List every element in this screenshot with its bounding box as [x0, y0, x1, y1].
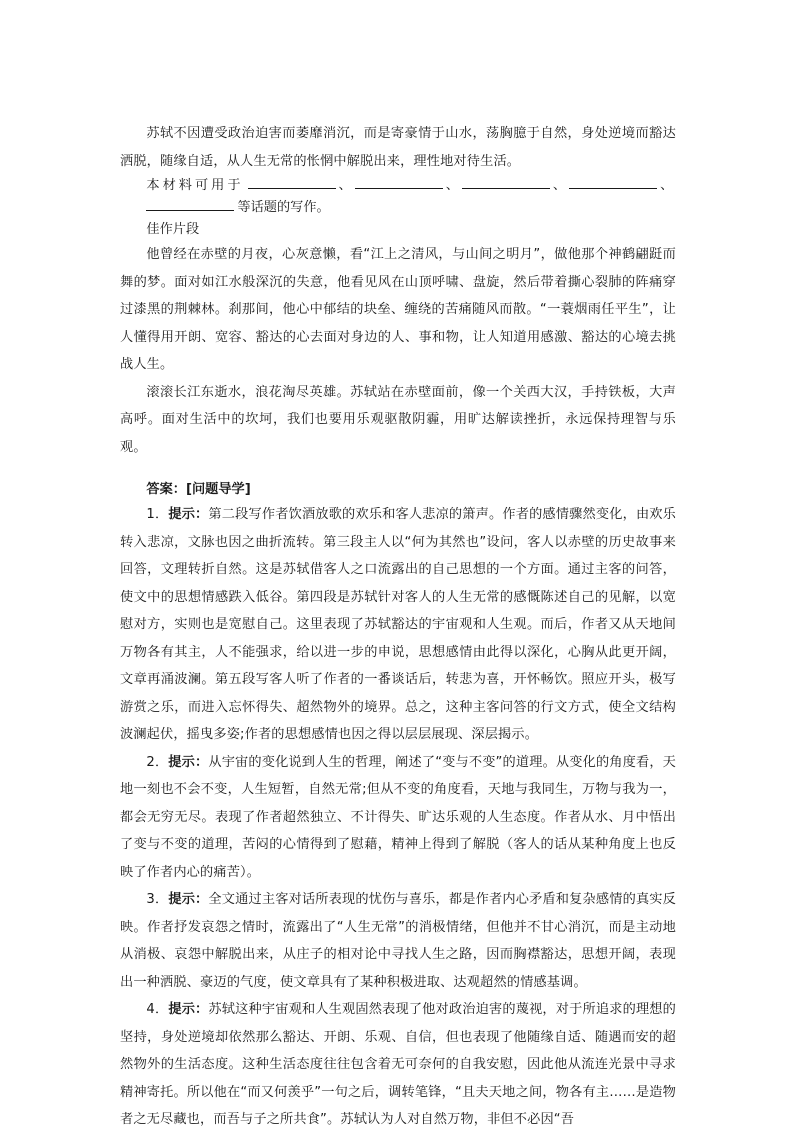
usage-line — [120, 175, 676, 197]
answer-item — [120, 501, 676, 749]
answer-label: 提示： — [168, 507, 209, 522]
answer-blank[interactable] — [248, 176, 336, 189]
answer-label: 提示： — [168, 892, 209, 907]
usage-prefix: 本材料可用于 — [146, 178, 244, 193]
answer-label: 提示： — [168, 754, 209, 770]
excerpt-paragraph: 他曾经在赤壁的月夜，心灰意懒，看“江上之清风，与山间之明月”，做他那个神鹤翩跹而舞的梦。面对如江水般深沉的失意，他看见风在山顶呼啸、盘旋，然后带着撕心裂肺的阵痛穿过漆黑的荆棘林。刹那间，他心中郁结的块垒、缠绕的苦痛随风而散。“一蓑烟雨任平生”，让人懂得用开朗、宽容、豁达的心去面对身边的人、事和物，让人知道用感激、豁达的心境去挑战人生。 — [120, 247, 676, 372]
answer-blank[interactable] — [462, 176, 550, 189]
section-gap — [120, 461, 676, 479]
separator: 、 — [445, 178, 459, 193]
document-page — [120, 120, 676, 1134]
excerpt-heading: 佳作片段 — [146, 222, 200, 237]
answer-item — [120, 996, 676, 1134]
answer-number: 1． — [146, 507, 169, 522]
intro-paragraph: 苏轼不因遭受政治迫害而萎靡消沉，而是寄豪情于山水，荡胸臆于自然，身处逆境而豁达洒脱，随缘自适，从人生无常的怅惘中解脱出来，理性地对待生活。 — [120, 126, 676, 169]
answer-number: 4． — [146, 1002, 169, 1017]
answer-text: 第二段写作者饮酒放歌的欢乐和客人悲凉的箫声。作者的感情骤然变化，由欢乐转入悲凉，文脉也因之曲折流转。第三段主人以“何为其然也”设问，客人以赤壁的历史故事来回答，文理转折自然。这是苏轼借客人之口流露出的自己思想的一个方面。通过主客的问答，使文中的思想情感跌入低谷。第四段是苏轼针对客人的人生无常的感慨陈述自己的见解，以宽慰对方，实则也是宽慰自己。这里表现了苏轼豁达的宇宙观和人生观。而后，作者又从天地间万物各有其主，人不能强求，给以进一步的申说，思想感情由此得以深化，心胸从此更开阔，文章再涌波澜。第五段写客人听了作者的一番谈话后，转悲为喜，开怀畅饮。照应开头，极写游赏之乐，而进入忘怀得失、超然物外的境界。总之，这种主客问答的行文方式，使全文结构波澜起伏，摇曳多姿;作者的思想感情也因之得以层层展现、深层揭示。 — [120, 507, 677, 742]
answer-number: 2． — [146, 754, 169, 770]
answer-blank[interactable] — [569, 176, 657, 189]
answer-text: 全文通过主客对话所表现的忧伤与喜乐，都是作者内心矛盾和复杂感情的真实反映。作者抒发哀怨之情时，流露出了“人生无常”的消极情绪，但他并不甘心消沉，而是主动地从消极、哀怨中解脱出来，从庄子的相对论中寻找人生之路，因而胸襟豁达，思想开阔，表现出一种洒脱、豪迈的气度，使文章具有了某种积极进取、达观超然的情感基调。 — [120, 892, 677, 990]
answer-item — [120, 886, 676, 996]
usage-suffix: 等话题的写作。 — [237, 200, 330, 215]
answer-label: 提示： — [168, 1002, 209, 1017]
answers-heading: 答案：[问题导学] — [146, 482, 251, 497]
usage-line-2 — [120, 197, 676, 219]
answer-blank[interactable] — [355, 176, 443, 189]
answer-text: 苏轼这种宇宙观和人生观固然表现了他对政治迫害的蔑视，对于所追求的理想的坚持，身处逆境却依然那么豁达、开朗、乐观、自信，但也表现了他随缘自适、随遇而安的超然物外的生活态度。这种生活态度往往包含着无可奈何的自我安慰，因此他从流连光景中寻求精神寄托。所以他在“而又何羡乎”一句之后，调转笔锋，“且夫天地之间，物各有主……是造物者之无尽藏也，而吾与子之所共食”。苏轼认为人对自然万物，非但不必因“吾 — [120, 1002, 677, 1127]
excerpt-paragraph: 滚滚长江东逝水，浪花淘尽英雄。苏轼站在赤壁面前，像一个关西大汉，手持铁板，大声高呼。面对生活中的坎坷，我们也要用乐观驱散阴霾，用旷达解读挫折，永远保持理智与乐观。 — [120, 384, 676, 455]
answer-blank[interactable] — [146, 198, 234, 211]
answer-item — [120, 749, 676, 887]
separator: 、 — [552, 178, 567, 193]
answer-number: 3． — [146, 892, 169, 907]
separator: 、 — [338, 178, 352, 193]
separator: 、 — [660, 178, 674, 193]
answer-text: 从宇宙的变化说到人生的哲理，阐述了“变与不变”的道理。从变化的角度看，天地一刻也不会不变，人生短暂，自然无常;但从不变的角度看，天地与我同生，万物与我为一，都会无穷无尽。表现了作者超然独立、不计得失、旷达乐观的人生态度。作者从水、月中悟出了变与不变的道理，苦闷的心情得到了慰藉，精神上得到了解脱（客人的话从某种角度上也反映了作者内心的痛苦）。 — [120, 754, 677, 880]
